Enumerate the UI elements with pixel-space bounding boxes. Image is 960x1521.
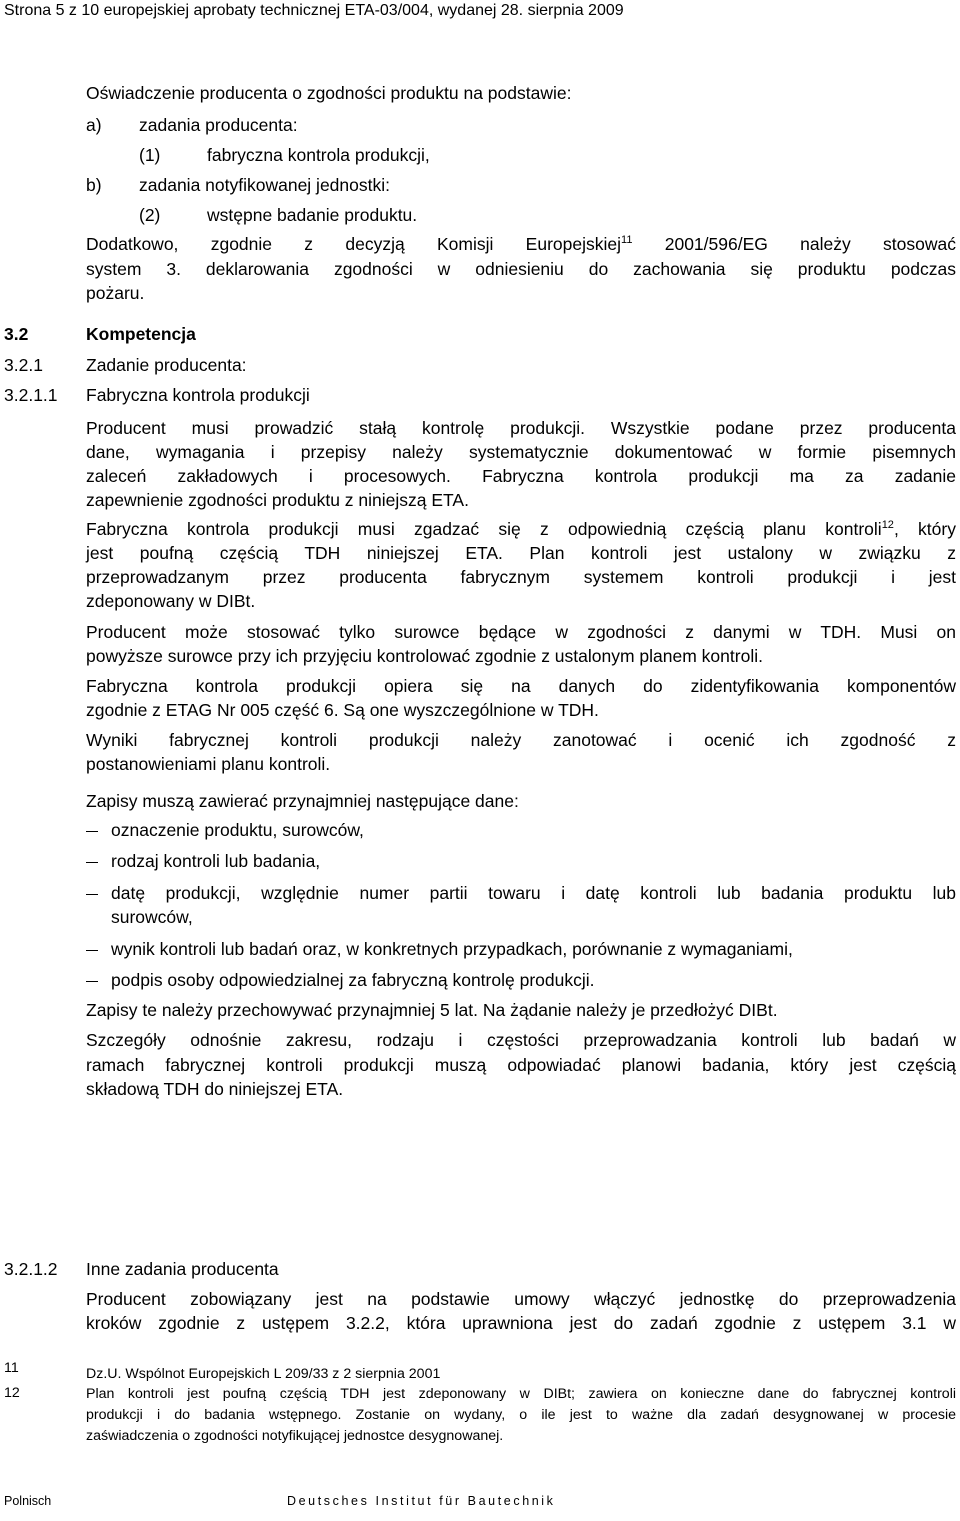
item-a-label: a) [86, 115, 102, 135]
item-b2-label: (2) [139, 205, 161, 225]
paragraph-2-line: Fabryczna kontrola produkcji musi zgadzać się z odpowiednią częścią planu kontroli$^{12}$, który [86, 519, 956, 539]
records-item: rodzaj kontroli lub badania, [111, 851, 321, 871]
paragraph-6-line: ramach fabrycznej kontroli produkcji muszą odpowiadać planowi badania, który jest częścią [86, 1055, 956, 1075]
paragraph-1-line: dane, wymagania i przepisy należy systematycznie dokumentować w formie pisemnych [86, 442, 956, 462]
paragraph-7-line: Producent zobowiązany jest na podstawie umowy włączyć jednostkę do przeprowadzenia [86, 1289, 956, 1309]
footnote-ref-12: 12 [881, 519, 894, 531]
declaration-intro: Oświadczenie producenta o zgodności produktu na podstawie: [86, 83, 572, 103]
footnote-12-line: produkcji i do badania wstępnego. Zostanie on wydany, o ile jest to ważne dla zadań desygnowanej w procesie [86, 1407, 956, 1423]
section-3-2-1-number: 3.2.1 [4, 355, 43, 375]
footnote-11-number: 11 [4, 1360, 19, 1376]
records-item: oznaczenie produktu, surowców, [111, 820, 364, 840]
paragraph-4-line: zgodnie z ETAG Nr 005 część 6. Są one wyszczególnione w TDH. [86, 700, 599, 720]
paragraph-2-line: jest poufną częścią TDH niniejszej ETA. Plan kontroli jest ustalony w związku z [86, 543, 956, 563]
list-bullet-dash [86, 950, 98, 951]
item-a1-label: (1) [139, 145, 161, 165]
paragraph-6-line: Szczegóły odnośnie zakresu, rodzaju i częstości przeprowadzania kontroli lub badań w [86, 1030, 956, 1050]
paragraph-5-line: postanowieniami planu kontroli. [86, 754, 331, 774]
section-3-2-1-2-title: Inne zadania producenta [86, 1259, 279, 1279]
item-a-text: zadania producenta: [139, 115, 298, 135]
page-header: Strona 5 z 10 europejskiej aprobaty technicznej ETA-03/004, wydanej 28. sierpnia 2009 [4, 2, 624, 19]
records-item: wynik kontroli lub badań oraz, w konkretnych przypadkach, porównanie z wymaganiami, [111, 939, 793, 959]
list-bullet-dash [86, 862, 98, 863]
footnote-ref-11: 11 [621, 234, 633, 246]
footnote-11-text: Dz.U. Wspólnot Europejskich L 209/33 z 2 sierpnia 2001 [86, 1366, 441, 1382]
list-bullet-dash [86, 894, 98, 895]
section-3-2-1-2-number: 3.2.1.2 [4, 1259, 58, 1279]
footnote-12-line: zaświadczenia o zgodności notyfikującej jednostce desygnowanej. [86, 1428, 504, 1444]
records-item-continuation: surowców, [111, 907, 193, 927]
section-3-2-title: Kompetencja [86, 324, 196, 344]
section-3-2-1-1-number: 3.2.1.1 [4, 385, 58, 405]
item-a1-text: fabryczna kontrola produkcji, [207, 145, 430, 165]
paragraph-1-line: Producent musi prowadzić stałą kontrolę produkcji. Wszystkie podane przez producenta [86, 418, 956, 438]
section-3-2-number: 3.2 [4, 324, 29, 344]
item-b-label: b) [86, 175, 102, 195]
records-item: podpis osoby odpowiedzialnej za fabryczną kontrolę produkcji. [111, 970, 595, 990]
additional-paragraph-line2: system 3. deklarowania zgodności w odniesieniu do zachowania się produktu podczas [86, 259, 956, 279]
paragraph-1-line: zapewnienie zgodności produktu z niniejszą ETA. [86, 490, 469, 510]
records-item: datę produkcji, względnie numer partii towaru i datę kontroli lub badania produktu lub [111, 883, 956, 903]
footnote-12-number: 12 [4, 1385, 20, 1401]
paragraph-4-line: Fabryczna kontrola produkcji opiera się na danych do zidentyfikowania komponentów [86, 676, 956, 696]
paragraph-5-line: Wyniki fabrycznej kontroli produkcji należy zanotować i ocenić ich zgodność z [86, 730, 956, 750]
list-bullet-dash [86, 981, 98, 982]
records-intro: Zapisy muszą zawierać przynajmniej następujące dane: [86, 791, 519, 811]
paragraph-7-line: kroków zgodnie z ustępem 3.2.2, która uprawniona jest do zadań zgodnie z ustępem 3.1 w [86, 1313, 956, 1333]
footer-institute: Deutsches Institut für Bautechnik [287, 1494, 556, 1508]
footer-language: Polnisch [4, 1494, 52, 1508]
paragraph-3-line: Producent może stosować tylko surowce będące w zgodności z danymi w TDH. Musi on [86, 622, 956, 642]
section-3-2-1-title: Zadanie producenta: [86, 355, 247, 375]
footnote-12-line: Plan kontroli jest poufną częścią TDH jest zdeponowany w DIBt; zawiera on konieczne dane do fabrycznej kontroli [86, 1386, 956, 1402]
section-3-2-1-1-title: Fabryczna kontrola produkcji [86, 385, 310, 405]
item-b2-text: wstępne badanie produktu. [207, 205, 418, 225]
item-b-text: zadania notyfikowanej jednostki: [139, 175, 390, 195]
list-bullet-dash [86, 831, 98, 832]
paragraph-2-line: przeprowadzanym przez producenta fabrycznym systemem kontroli produkcji i jest [86, 567, 956, 587]
paragraph-2-line: zdeponowany w DIBt. [86, 591, 256, 611]
paragraph-3-line: powyższe surowce przy ich przyjęciu kontrolować zgodnie z ustalonym planem kontroli. [86, 646, 763, 666]
retention-note: Zapisy te należy przechowywać przynajmniej 5 lat. Na żądanie należy je przedłożyć DIBt. [86, 1000, 778, 1020]
additional-paragraph-line1: Dodatkowo, zgodnie z decyzją Komisji Europejskiej$^{11}$ 2001/596/EG należy stosować [86, 234, 956, 254]
paragraph-1-line: zaleceń zakładowych i procesowych. Fabryczna kontrola produkcji ma za zadanie [86, 466, 956, 486]
paragraph-6-line: składową TDH do niniejszej ETA. [86, 1079, 344, 1099]
additional-paragraph-line3: pożaru. [86, 283, 145, 303]
